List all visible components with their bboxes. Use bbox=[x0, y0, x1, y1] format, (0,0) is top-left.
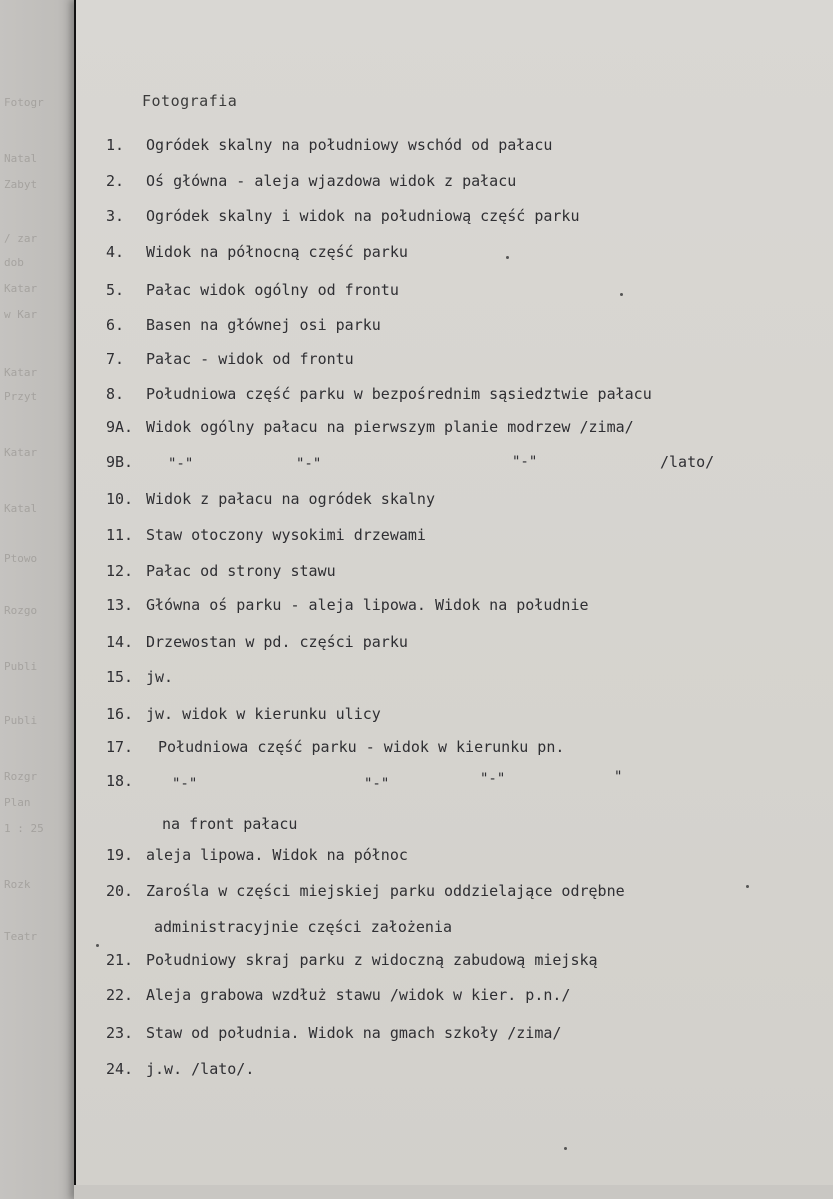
ghost-line: Publi bbox=[4, 714, 38, 727]
item-text: Ogródek skalny i widok na południową część parku bbox=[146, 207, 580, 225]
item-text: Południowy skraj parku z widoczną zabudową miejską bbox=[146, 951, 598, 969]
list-item bbox=[100, 136, 820, 162]
item-20-continuation: administracyjnie części założenia bbox=[154, 918, 453, 936]
ditto-mark: "-" bbox=[512, 454, 538, 470]
item-text: Oś główna - aleja wjazdowa widok z pałacu bbox=[146, 172, 517, 190]
item-number: 12. bbox=[106, 562, 134, 580]
paper-speck bbox=[620, 293, 623, 296]
item-number: 20. bbox=[106, 882, 134, 900]
list-item bbox=[100, 1024, 820, 1050]
item-number: 14. bbox=[106, 633, 134, 651]
item-text: Południowa część parku w bezpośrednim sąsiedztwie pałacu bbox=[146, 385, 652, 403]
ghost-line: Rozgo bbox=[4, 604, 38, 617]
page-title: Fotografia bbox=[142, 92, 238, 110]
ghost-line: Przyt bbox=[4, 390, 38, 403]
item-text: Staw otoczony wysokimi drzewami bbox=[146, 526, 426, 544]
ghost-line: w Kar bbox=[4, 308, 38, 321]
list-item bbox=[100, 490, 820, 516]
ghost-line: Rozk bbox=[4, 878, 31, 891]
item-text: Widok z pałacu na ogródek skalny bbox=[146, 490, 435, 508]
item-number: 9A. bbox=[106, 418, 134, 436]
paper-speck bbox=[96, 944, 99, 947]
item-number: 23. bbox=[106, 1024, 134, 1042]
item-number: 7. bbox=[106, 350, 125, 368]
item-number: 6. bbox=[106, 316, 125, 334]
list-item bbox=[100, 562, 820, 588]
item-text: Pałac od strony stawu bbox=[146, 562, 336, 580]
item-text: jw. bbox=[146, 668, 174, 686]
ghost-line: Rozgr bbox=[4, 770, 38, 783]
paper-speck bbox=[506, 256, 509, 259]
ghost-line: dob bbox=[4, 256, 24, 269]
item-number: 15. bbox=[106, 668, 134, 686]
ghost-line: Plan bbox=[4, 796, 31, 809]
ghost-line: Katar bbox=[4, 446, 38, 459]
list-item bbox=[100, 350, 820, 376]
item-number: 18. bbox=[106, 772, 134, 790]
item-number: 9B. bbox=[106, 453, 134, 471]
list-item bbox=[100, 418, 820, 444]
list-item bbox=[100, 772, 820, 798]
item-text: Główna oś parku - aleja lipowa. Widok na południe bbox=[146, 596, 589, 614]
ghost-line: Fotogr bbox=[4, 96, 44, 109]
item-text: jw. widok w kierunku ulicy bbox=[146, 705, 381, 723]
list-item bbox=[100, 986, 820, 1012]
item-number: 2. bbox=[106, 172, 125, 190]
ghost-line: / zar bbox=[4, 232, 38, 245]
item-text: Ogródek skalny na południowy wschód od pałacu bbox=[146, 136, 553, 154]
ditto-mark: "-" bbox=[296, 456, 322, 472]
item-text: Pałac - widok od frontu bbox=[146, 350, 354, 368]
item-text: Widok na północną część parku bbox=[146, 243, 408, 261]
item-number: 1. bbox=[106, 136, 125, 154]
ghost-line: Zabyt bbox=[4, 178, 38, 191]
ghost-line: 1 : 25 bbox=[4, 822, 44, 835]
item-text: Zarośla w części miejskiej parku oddzielające odrębne bbox=[146, 882, 625, 900]
item-text: aleja lipowa. Widok na północ bbox=[146, 846, 408, 864]
ghost-line: Katar bbox=[4, 282, 38, 295]
list-item bbox=[100, 207, 820, 233]
ghost-line: Natal bbox=[4, 152, 38, 165]
list-item bbox=[100, 705, 820, 731]
item-text: Aleja grabowa wzdłuż stawu /widok w kier. p.n./ bbox=[146, 986, 571, 1004]
item-number: 22. bbox=[106, 986, 134, 1004]
list-item bbox=[100, 172, 820, 198]
item-number: 5. bbox=[106, 281, 125, 299]
item-number: 19. bbox=[106, 846, 134, 864]
ghost-line: Katal bbox=[4, 502, 38, 515]
item-number: 11. bbox=[106, 526, 134, 544]
list-item bbox=[100, 596, 820, 622]
sheet-bottom-edge bbox=[74, 1185, 833, 1199]
ditto-mark: "-" bbox=[364, 776, 390, 792]
list-item bbox=[100, 882, 820, 908]
list-item bbox=[100, 951, 820, 977]
underlying-page-ghost-text bbox=[0, 0, 82, 1199]
list-item bbox=[100, 243, 820, 269]
item-number: 16. bbox=[106, 705, 134, 723]
item-number: 3. bbox=[106, 207, 125, 225]
list-item bbox=[100, 846, 820, 872]
item-number: 13. bbox=[106, 596, 134, 614]
item-number: 4. bbox=[106, 243, 125, 261]
ghost-line: Teatr bbox=[4, 930, 38, 943]
item-text: Drzewostan w pd. części parku bbox=[146, 633, 408, 651]
list-item bbox=[100, 281, 820, 307]
item-text: Basen na głównej osi parku bbox=[146, 316, 381, 334]
item-number: 24. bbox=[106, 1060, 134, 1078]
list-item bbox=[100, 668, 820, 694]
list-item bbox=[100, 385, 820, 411]
paper-speck bbox=[564, 1147, 567, 1150]
list-item bbox=[100, 1060, 820, 1086]
item-text: j.w. /lato/. bbox=[146, 1060, 255, 1078]
item-number: 8. bbox=[106, 385, 125, 403]
ghost-line: Ptowo bbox=[4, 552, 38, 565]
list-item bbox=[100, 316, 820, 342]
item-9b-suffix: /lato/ bbox=[660, 453, 715, 471]
paper-speck bbox=[746, 885, 749, 888]
ghost-line: Katar bbox=[4, 366, 38, 379]
item-text: Pałac widok ogólny od frontu bbox=[146, 281, 399, 299]
item-number: 21. bbox=[106, 951, 134, 969]
item-18-continuation: na front pałacu bbox=[162, 815, 298, 833]
list-item bbox=[100, 526, 820, 552]
ditto-mark: "-" bbox=[172, 776, 198, 792]
item-text: Widok ogólny pałacu na pierwszym planie modrzew /zima/ bbox=[146, 418, 634, 436]
item-text: Południowa część parku - widok w kierunku pn. bbox=[158, 738, 565, 756]
item-number: 10. bbox=[106, 490, 134, 508]
item-text: Staw od południa. Widok na gmach szkoły /zima/ bbox=[146, 1024, 562, 1042]
item-number: 17. bbox=[106, 738, 134, 756]
list-item bbox=[100, 633, 820, 659]
ditto-mark: "-" bbox=[168, 456, 194, 472]
ditto-mark: "-" bbox=[480, 771, 506, 787]
ghost-line: Publi bbox=[4, 660, 38, 673]
list-item bbox=[100, 738, 820, 764]
ditto-mark: " bbox=[614, 769, 623, 785]
